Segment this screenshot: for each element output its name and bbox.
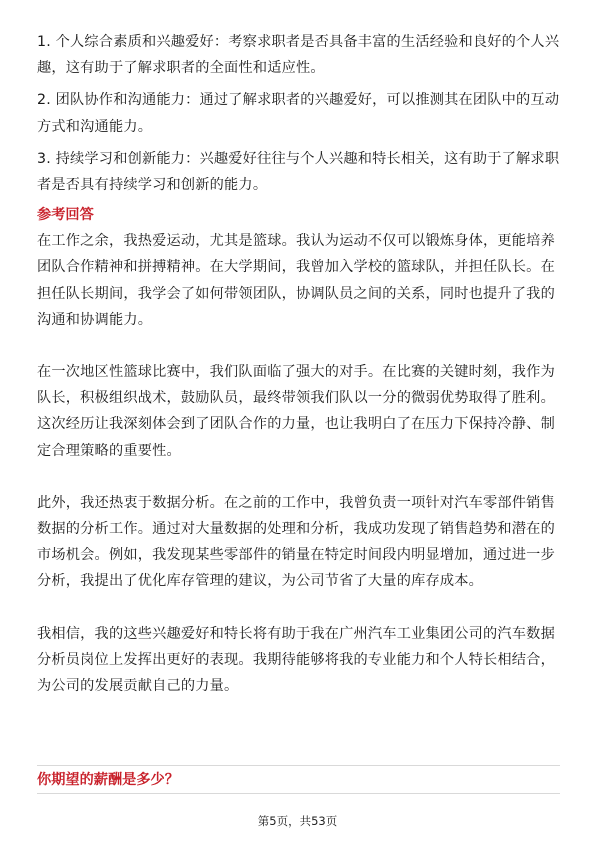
answer-paragraph-4: 我相信，我的这些兴趣爱好和特长将有助于我在广州汽车工业集团公司的汽车数据分析员岗位上发挥出更好的表现。我期待能够将我的专业能力和个人特长相结合，为公司的发展贡献自己的力量。 [37, 625, 555, 695]
divider-bottom [37, 793, 560, 794]
page-content [37, 29, 560, 699]
answer-section [37, 202, 560, 699]
point-1: 1. 个人综合素质和兴趣爱好：考察求职者是否具备丰富的生活经验和良好的个人兴趣，这有助于了解求职者的全面性和适应性。 [37, 34, 560, 77]
answer-paragraph-3: 此外，我还热衷于数据分析。在之前的工作中，我曾负责一项针对汽车零部件销售数据的分析工作。通过对大量数据的处理和分析，我成功发现了销售趋势和潜在的市场机会。例如，我发现某些零部件的销量在特定时间段内明显增加，通过进一步分析，我提出了优化库存管理的建议，为公司节省了大量的库存成本。 [37, 494, 555, 590]
answer-paragraph-1: 在工作之余，我热爱运动，尤其是篮球。我认为运动不仅可以锻炼身体，更能培养团队合作精神和拼搏精神。在大学期间，我曾加入学校的篮球队，并担任队长。在担任队长期间，我学会了如何带领团队，协调队员之间的关系，同时也提升了我的沟通和协调能力。 [37, 233, 555, 328]
answer-paragraph-2: 在一次地区性篮球比赛中，我们队面临了强大的对手。在比赛的关键时刻，我作为队长，积极组织战术，鼓励队员，最终带领我们队以一分的微弱优势取得了胜利。这次经历让我深刻体会到了团队合作的力量，也让我明白了在压力下保持冷静、制定合理策略的重要性。 [37, 364, 555, 459]
point-3: 3. 持续学习和创新能力：兴趣爱好往往与个人兴趣和特长相关，这有助于了解求职者是否具有持续学习和创新的能力。 [37, 150, 560, 194]
divider-top [37, 765, 560, 766]
point-2: 2. 团队协作和沟通能力：通过了解求职者的兴趣爱好，可以推测其在团队中的互动方式和沟通能力。 [37, 92, 560, 135]
page-footer: 第5页，共53页 [257, 814, 338, 828]
answer-heading: 参考回答 [37, 207, 94, 224]
next-question-title: 你期望的薪酬是多少？ [37, 772, 179, 788]
